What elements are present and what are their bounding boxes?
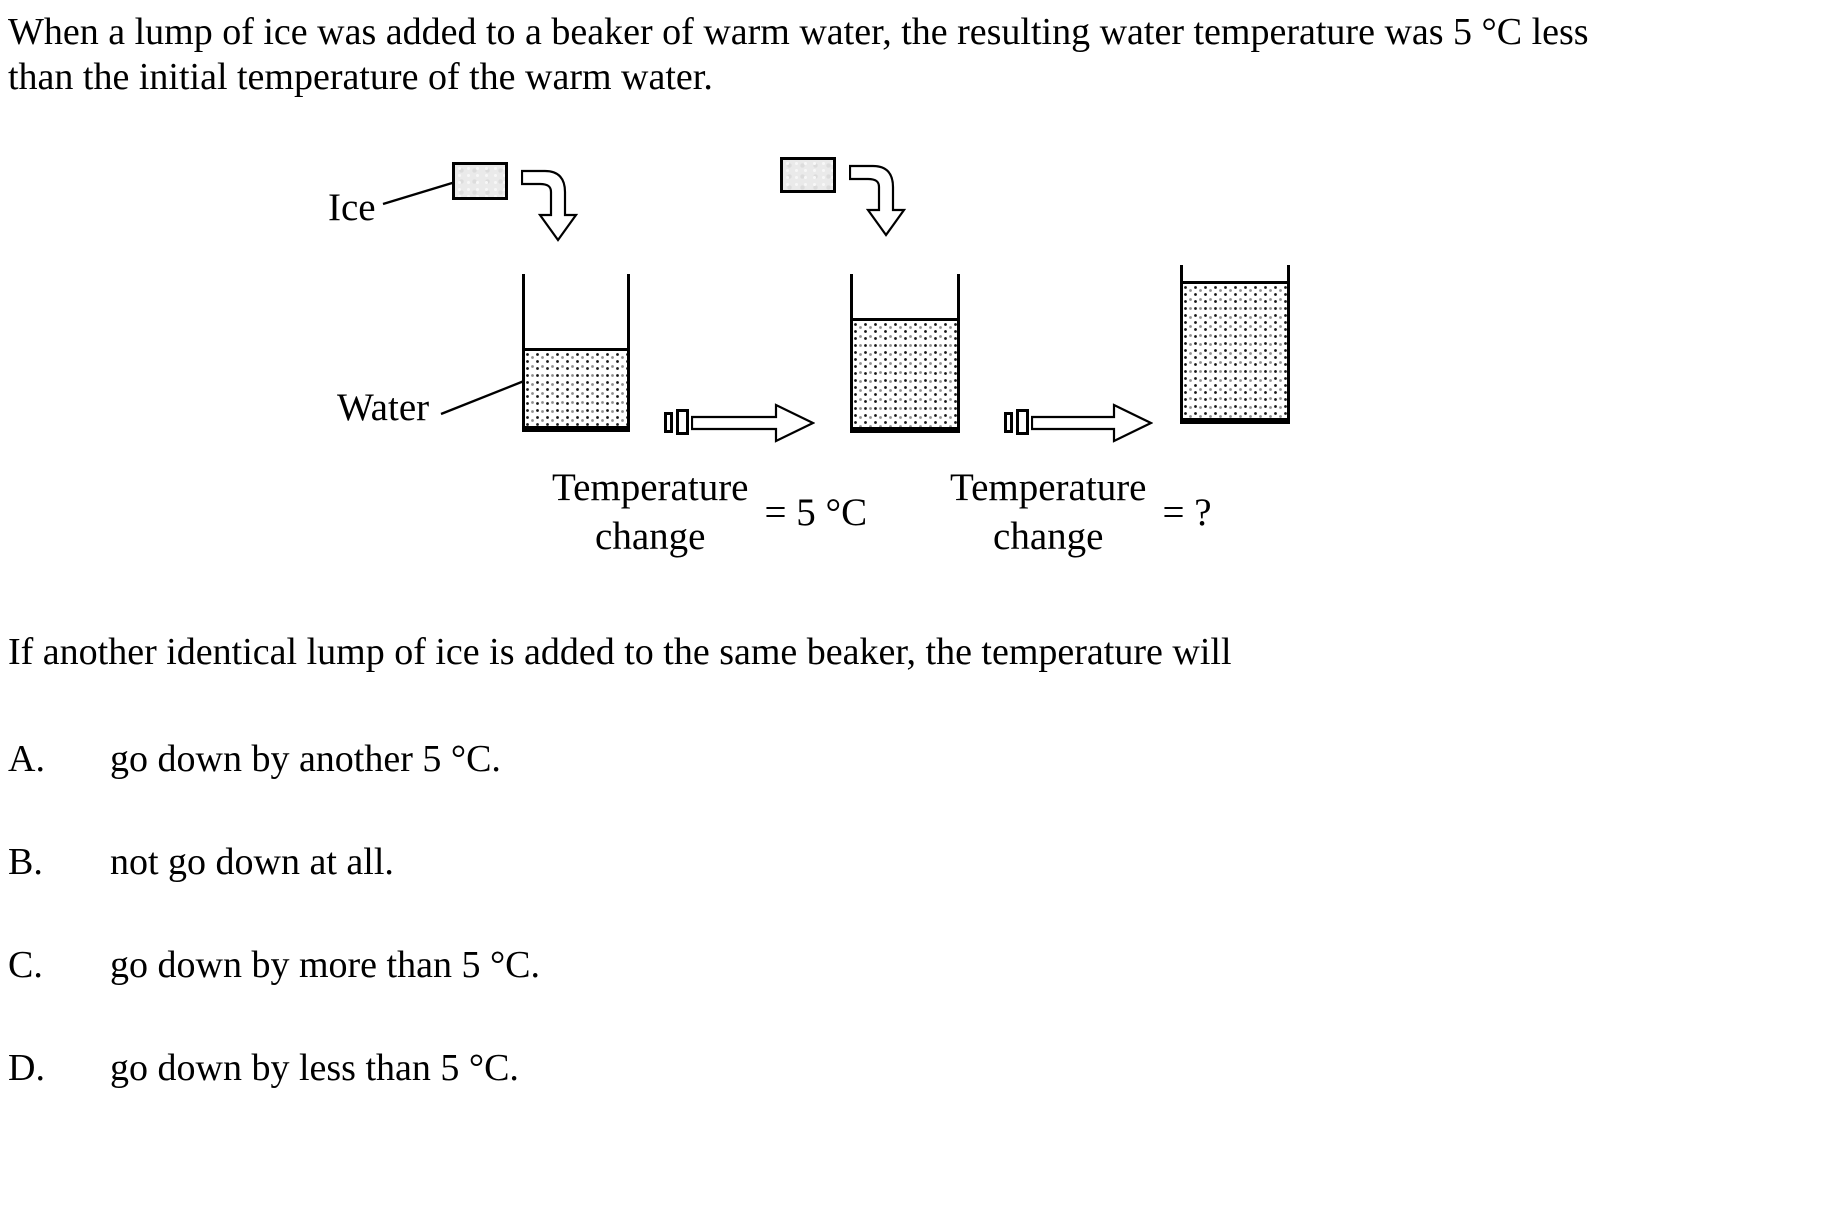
option-d-letter: D.	[8, 1047, 45, 1089]
temp-change-2-label-line2: change	[993, 515, 1104, 558]
option-a-text: go down by another 5 °C.	[110, 738, 501, 780]
ice-lump-2	[780, 157, 836, 193]
ice-leader-line	[383, 180, 462, 204]
right-arrow-icon-2	[1031, 403, 1153, 443]
water-label: Water	[337, 386, 430, 429]
ice-lump-1	[452, 162, 508, 200]
beaker-1	[522, 274, 630, 432]
arrow-2-small-rect-2	[1016, 409, 1029, 435]
drop-arrow-icon-1	[521, 169, 579, 243]
beaker-2-water	[853, 318, 957, 427]
temp-change-1-label-line2: change	[595, 515, 706, 558]
beaker-2	[850, 274, 960, 433]
arrow-2-small-rect-1	[1004, 412, 1013, 433]
temp-change-2-label-line1: Temperature	[950, 466, 1147, 509]
arrow-1-small-rect-1	[664, 412, 673, 433]
temp-change-block-2	[950, 463, 1212, 561]
ice-label: Ice	[328, 186, 376, 229]
beaker-3-water	[1183, 281, 1287, 418]
beaker-3	[1180, 265, 1290, 424]
option-d-text: go down by less than 5 °C.	[110, 1047, 519, 1089]
question-prompt: If another identical lump of ice is added to the same beaker, the temperature will	[8, 631, 1232, 673]
temp-change-1-equation: = 5 °C	[764, 490, 868, 534]
beaker-1-water	[525, 348, 627, 426]
intro-line-1: When a lump of ice was added to a beaker of warm water, the resulting water temperature was 5 °C less	[8, 11, 1589, 53]
temp-change-2-label	[950, 463, 1147, 561]
temp-change-2-equation: = ?	[1162, 490, 1212, 534]
right-arrow-icon-1	[691, 403, 815, 443]
option-a-letter: A.	[8, 738, 45, 780]
option-b-text: not go down at all.	[110, 841, 394, 883]
arrow-1-small-rect-2	[676, 409, 689, 435]
temp-change-block-1	[552, 463, 867, 561]
option-b-letter: B.	[8, 841, 43, 883]
option-c-text: go down by more than 5 °C.	[110, 944, 540, 986]
temp-change-1-label-line1: Temperature	[552, 466, 749, 509]
option-c-letter: C.	[8, 944, 43, 986]
drop-arrow-icon-2	[849, 164, 907, 238]
intro-line-2: than the initial temperature of the warm water.	[8, 56, 713, 98]
temp-change-1-label	[552, 463, 749, 561]
